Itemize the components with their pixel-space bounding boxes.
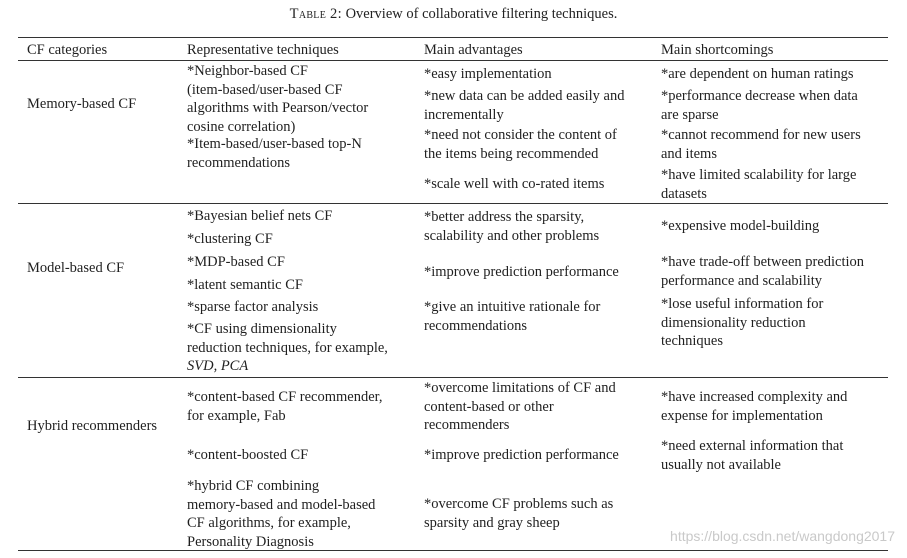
row-divider xyxy=(18,203,888,204)
shortcoming-item: *need external information that usually not available xyxy=(661,438,844,473)
advantage-item: *scale well with co-rated items xyxy=(424,176,605,192)
shortcoming-item: *are dependent on human ratings xyxy=(661,66,854,82)
technique-item: *sparse factor analysis xyxy=(187,299,319,315)
table-caption xyxy=(0,6,907,23)
header-main-shortcomings: Main shortcomings xyxy=(661,42,774,58)
shortcoming-item: *expensive model-building xyxy=(661,218,820,234)
shortcoming-item: *cannot recommend for new users and items xyxy=(661,127,861,162)
advantage-item: *improve prediction performance xyxy=(424,447,619,463)
shortcoming-item: *performance decrease when data are sparse xyxy=(661,88,858,123)
shortcoming-item: *lose useful information for dimensionality reduction techniques xyxy=(661,296,824,349)
bottom-rule xyxy=(18,550,888,551)
row-divider xyxy=(18,377,888,378)
table-caption-label: Table 2: xyxy=(289,6,342,22)
technique-item: *content-based CF recommender, for example, Fab xyxy=(187,389,383,424)
category-memory-based: Memory-based CF xyxy=(27,96,137,112)
category-model-based: Model-based CF xyxy=(27,260,125,276)
technique-item: *hybrid CF combining memory-based and model-based CF algorithms, for example, Personality Diagnosis xyxy=(187,478,376,550)
top-rule xyxy=(18,37,888,38)
advantage-item: *easy implementation xyxy=(424,66,552,82)
advantage-item: *give an intuitive rationale for recommendations xyxy=(424,299,601,334)
shortcoming-item: *have increased complexity and expense for implementation xyxy=(661,389,848,424)
advantage-item: *improve prediction performance xyxy=(424,264,619,280)
header-rule xyxy=(18,60,888,61)
advantage-item: *overcome CF problems such as sparsity and gray sheep xyxy=(424,496,614,531)
technique-item: *MDP-based CF xyxy=(187,254,285,270)
table-caption-text: Overview of collaborative filtering techniques. xyxy=(345,6,618,22)
technique-item: *Bayesian belief nets CF xyxy=(187,208,333,224)
technique-item: *latent semantic CF xyxy=(187,277,303,293)
advantage-item: *better address the sparsity, scalability and other problems xyxy=(424,209,600,244)
shortcoming-item: *have trade-off between prediction performance and scalability xyxy=(661,254,865,289)
shortcoming-item: *have limited scalability for large datasets xyxy=(661,167,857,202)
technique-item: *clustering CF xyxy=(187,231,273,247)
technique-item: *content-boosted CF xyxy=(187,447,309,463)
header-cf-categories: CF categories xyxy=(27,42,108,58)
category-hybrid: Hybrid recommenders xyxy=(27,418,158,434)
advantage-item: *need not consider the content of the items being recommended xyxy=(424,127,617,162)
header-main-advantages: Main advantages xyxy=(424,42,523,58)
advantage-item: *new data can be added easily and incrementally xyxy=(424,88,625,123)
advantage-item: *overcome limitations of CF and content-based or other recommenders xyxy=(424,380,616,433)
technique-item: *Item-based/user-based top-N recommendations xyxy=(187,136,362,171)
technique-item: *CF using dimensionality reduction techniques, for example, SVD, PCA xyxy=(187,321,388,374)
watermark-url: https://blog.csdn.net/wangdong2017 xyxy=(670,528,895,544)
header-representative-techniques: Representative techniques xyxy=(187,42,339,58)
technique-item: *Neighbor-based CF (item-based/user-based CF algorithms with Pearson/vector cosine correlation) xyxy=(187,63,369,135)
